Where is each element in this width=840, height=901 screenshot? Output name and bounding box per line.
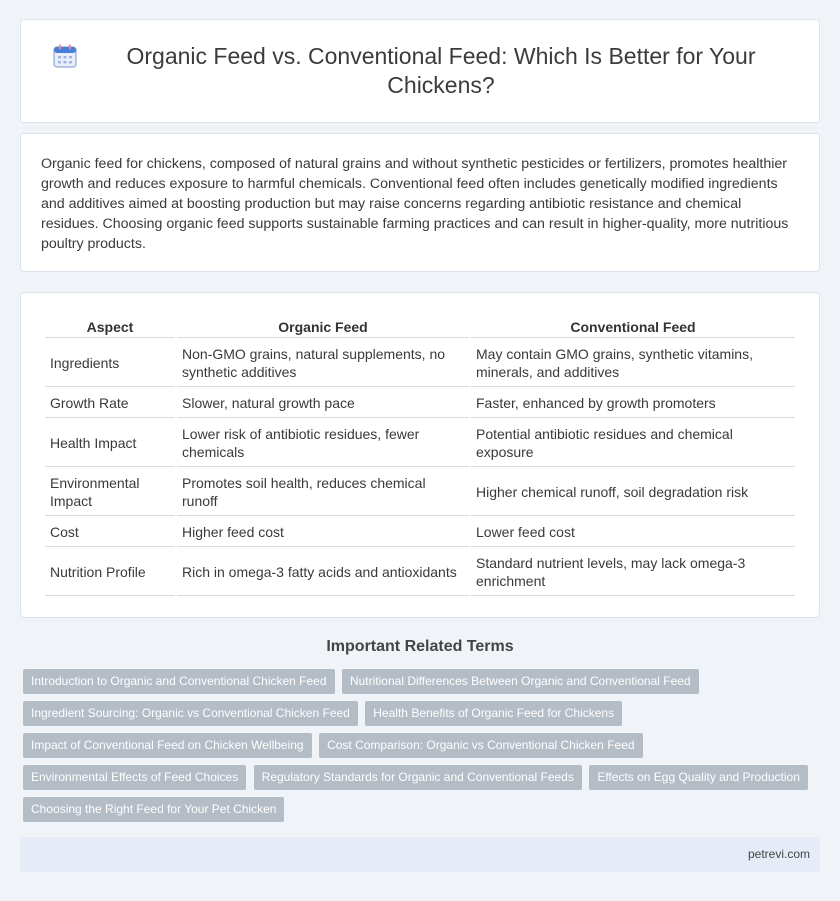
table-cell: Faster, enhanced by growth promoters (471, 389, 795, 418)
table-cell: Rich in omega-3 fatty acids and antioxidants (177, 549, 469, 596)
header-card (20, 19, 820, 123)
table-cell: Potential antibiotic residues and chemical exposure (471, 420, 795, 467)
related-term-tag[interactable]: Ingredient Sourcing: Organic vs Conventional Chicken Feed (23, 701, 358, 726)
table-row (45, 340, 795, 387)
table-cell: Higher chemical runoff, soil degradation risk (471, 469, 795, 516)
related-term-tag[interactable]: Effects on Egg Quality and Production (589, 765, 808, 790)
table-cell: Promotes soil health, reduces chemical runoff (177, 469, 469, 516)
page-title: Organic Feed vs. Conventional Feed: Which Is Better for Your Chickens? (126, 43, 756, 98)
related-term-tag[interactable]: Environmental Effects of Feed Choices (23, 765, 246, 790)
comparison-table-card (20, 292, 820, 618)
table-cell: Cost (45, 518, 175, 547)
related-term-tag[interactable]: Regulatory Standards for Organic and Conventional Feeds (254, 765, 582, 790)
related-terms-title: Important Related Terms (326, 638, 514, 655)
table-cell: May contain GMO grains, synthetic vitamins, minerals, and additives (471, 340, 795, 387)
table-row (45, 469, 795, 516)
table-row (45, 549, 795, 596)
related-term-tag[interactable]: Impact of Conventional Feed on Chicken Wellbeing (23, 733, 312, 758)
header-inner (21, 20, 819, 122)
calendar-icon (51, 42, 79, 70)
related-terms-tags (23, 669, 813, 829)
table-cell: Lower risk of antibiotic residues, fewer chemicals (177, 420, 469, 467)
table-cell: Slower, natural growth pace (177, 389, 469, 418)
column-header-aspect: Aspect (45, 315, 175, 338)
table-row (45, 518, 795, 547)
related-term-tag[interactable]: Introduction to Organic and Conventional Chicken Feed (23, 669, 335, 694)
table-cell: Growth Rate (45, 389, 175, 418)
related-term-tag[interactable]: Cost Comparison: Organic vs Conventional Chicken Feed (319, 733, 642, 758)
table-cell: Standard nutrient levels, may lack omega-3 enrichment (471, 549, 795, 596)
column-header-conventional: Conventional Feed (471, 315, 795, 338)
table-cell: Nutrition Profile (45, 549, 175, 596)
intro-card (20, 133, 820, 272)
footer (20, 837, 820, 872)
table-cell: Non-GMO grains, natural supplements, no synthetic additives (177, 340, 469, 387)
table-cell: Environmental Impact (45, 469, 175, 516)
table-cell: Ingredients (45, 340, 175, 387)
table-row (45, 420, 795, 467)
table-header-row (45, 315, 795, 338)
table-cell: Lower feed cost (471, 518, 795, 547)
column-header-organic: Organic Feed (177, 315, 469, 338)
related-term-tag[interactable]: Choosing the Right Feed for Your Pet Chicken (23, 797, 284, 822)
comparison-table (43, 313, 797, 598)
related-term-tag[interactable]: Nutritional Differences Between Organic and Conventional Feed (342, 669, 699, 694)
table-cell: Health Impact (45, 420, 175, 467)
table-cell: Higher feed cost (177, 518, 469, 547)
footer-site-link[interactable]: petrevi.com (747, 847, 810, 861)
related-term-tag[interactable]: Health Benefits of Organic Feed for Chickens (365, 701, 622, 726)
table-row (45, 389, 795, 418)
intro-paragraph: Organic feed for chickens, composed of natural grains and without synthetic pesticides or fertilizers, promotes healthier growth and reduces exposure to harmful chemicals. Conventional feed often includes genetically modified ingredients and additives aimed at boosting production but may raise concerns regarding antibiotic resistance and chemical residues. Choosing organic feed supports sustainable farming practices and can result in higher-quality, more nutritious poultry products. (41, 156, 789, 252)
